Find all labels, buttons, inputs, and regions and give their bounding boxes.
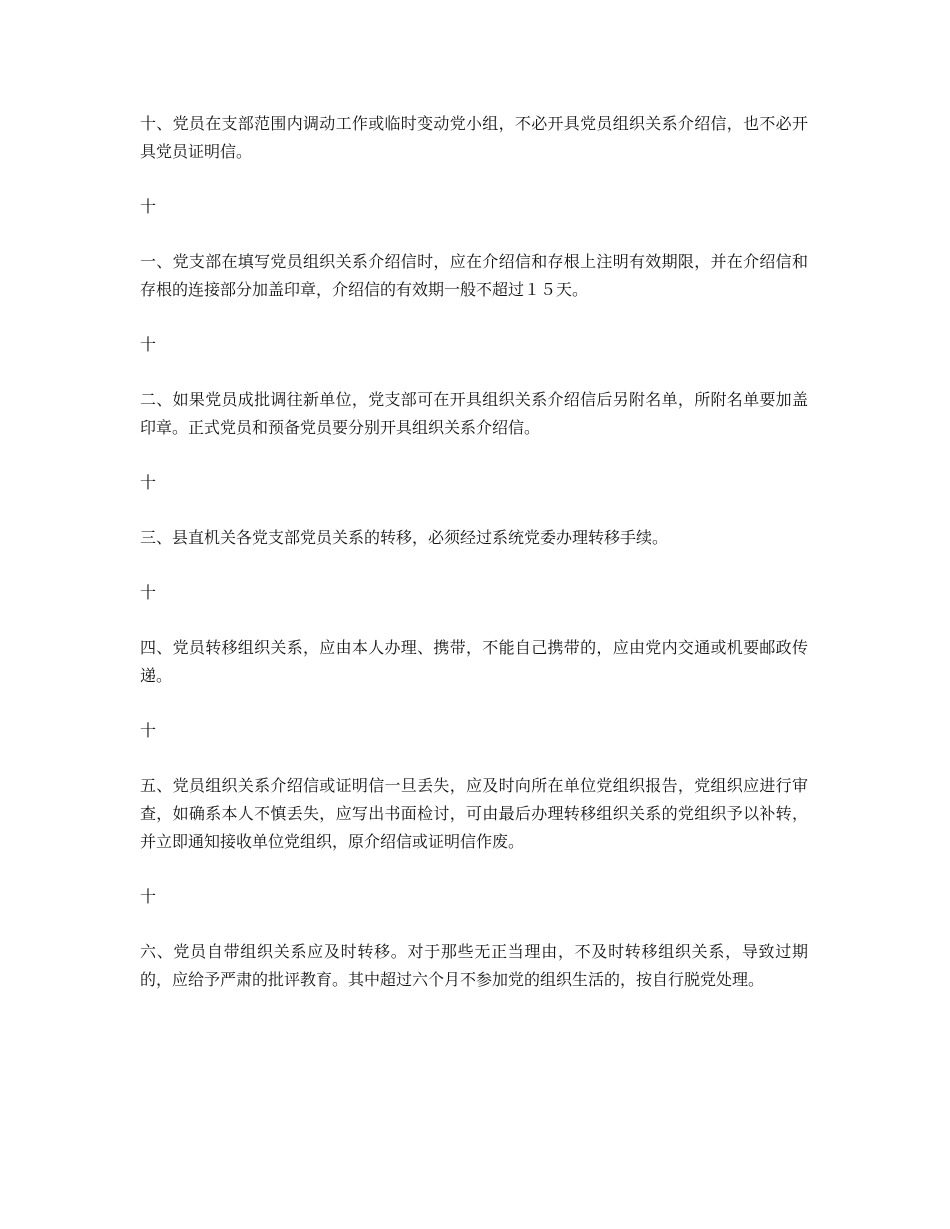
- paragraph-10: 十、党员在支部范围内调动工作或临时变动党小组，不必开具党员组织关系介绍信，也不必开具党员证明信。: [140, 114, 808, 161]
- section-marker: 十: [140, 583, 157, 602]
- section-marker: 十: [140, 197, 157, 216]
- paragraph-12: 二、如果党员成批调往新单位，党支部可在开具组织关系介绍信后另附名单，所附名单要加盖印章。正式党员和预备党员要分别开具组织关系介绍信。: [140, 390, 808, 437]
- paragraph-11: 一、党支部在填写党员组织关系介绍信时，应在介绍信和存根上注明有效期限，并在介绍信和存根的连接部分加盖印章，介绍信的有效期一般不超过１５天。: [140, 252, 808, 299]
- paragraph-15: 五、党员组织关系介绍信或证明信一旦丢失，应及时向所在单位党组织报告，党组织应进行审查，如确系本人不慎丢失，应写出书面检讨，可由最后办理转移组织关系的党组织予以补转，并立即通知接收单位党组织，原介绍信或证明信作废。: [140, 776, 808, 851]
- paragraph-14: 四、党员转移组织关系，应由本人办理、携带，不能自己携带的，应由党内交通或机要邮政传递。: [140, 638, 808, 685]
- section-marker: 十: [140, 335, 157, 354]
- document-page: [140, 110, 808, 994]
- paragraph-13: 三、县直机关各党支部党员关系的转移，必须经过系统党委办理转移手续。: [140, 528, 669, 547]
- section-marker: 十: [140, 473, 157, 492]
- section-marker: 十: [140, 887, 157, 906]
- section-marker: 十: [140, 721, 157, 740]
- paragraph-16: 六、党员自带组织关系应及时转移。对于那些无正当理由，不及时转移组织关系，导致过期的，应给予严肃的批评教育。其中超过六个月不参加党的组织生活的，按自行脱党处理。: [140, 942, 808, 989]
